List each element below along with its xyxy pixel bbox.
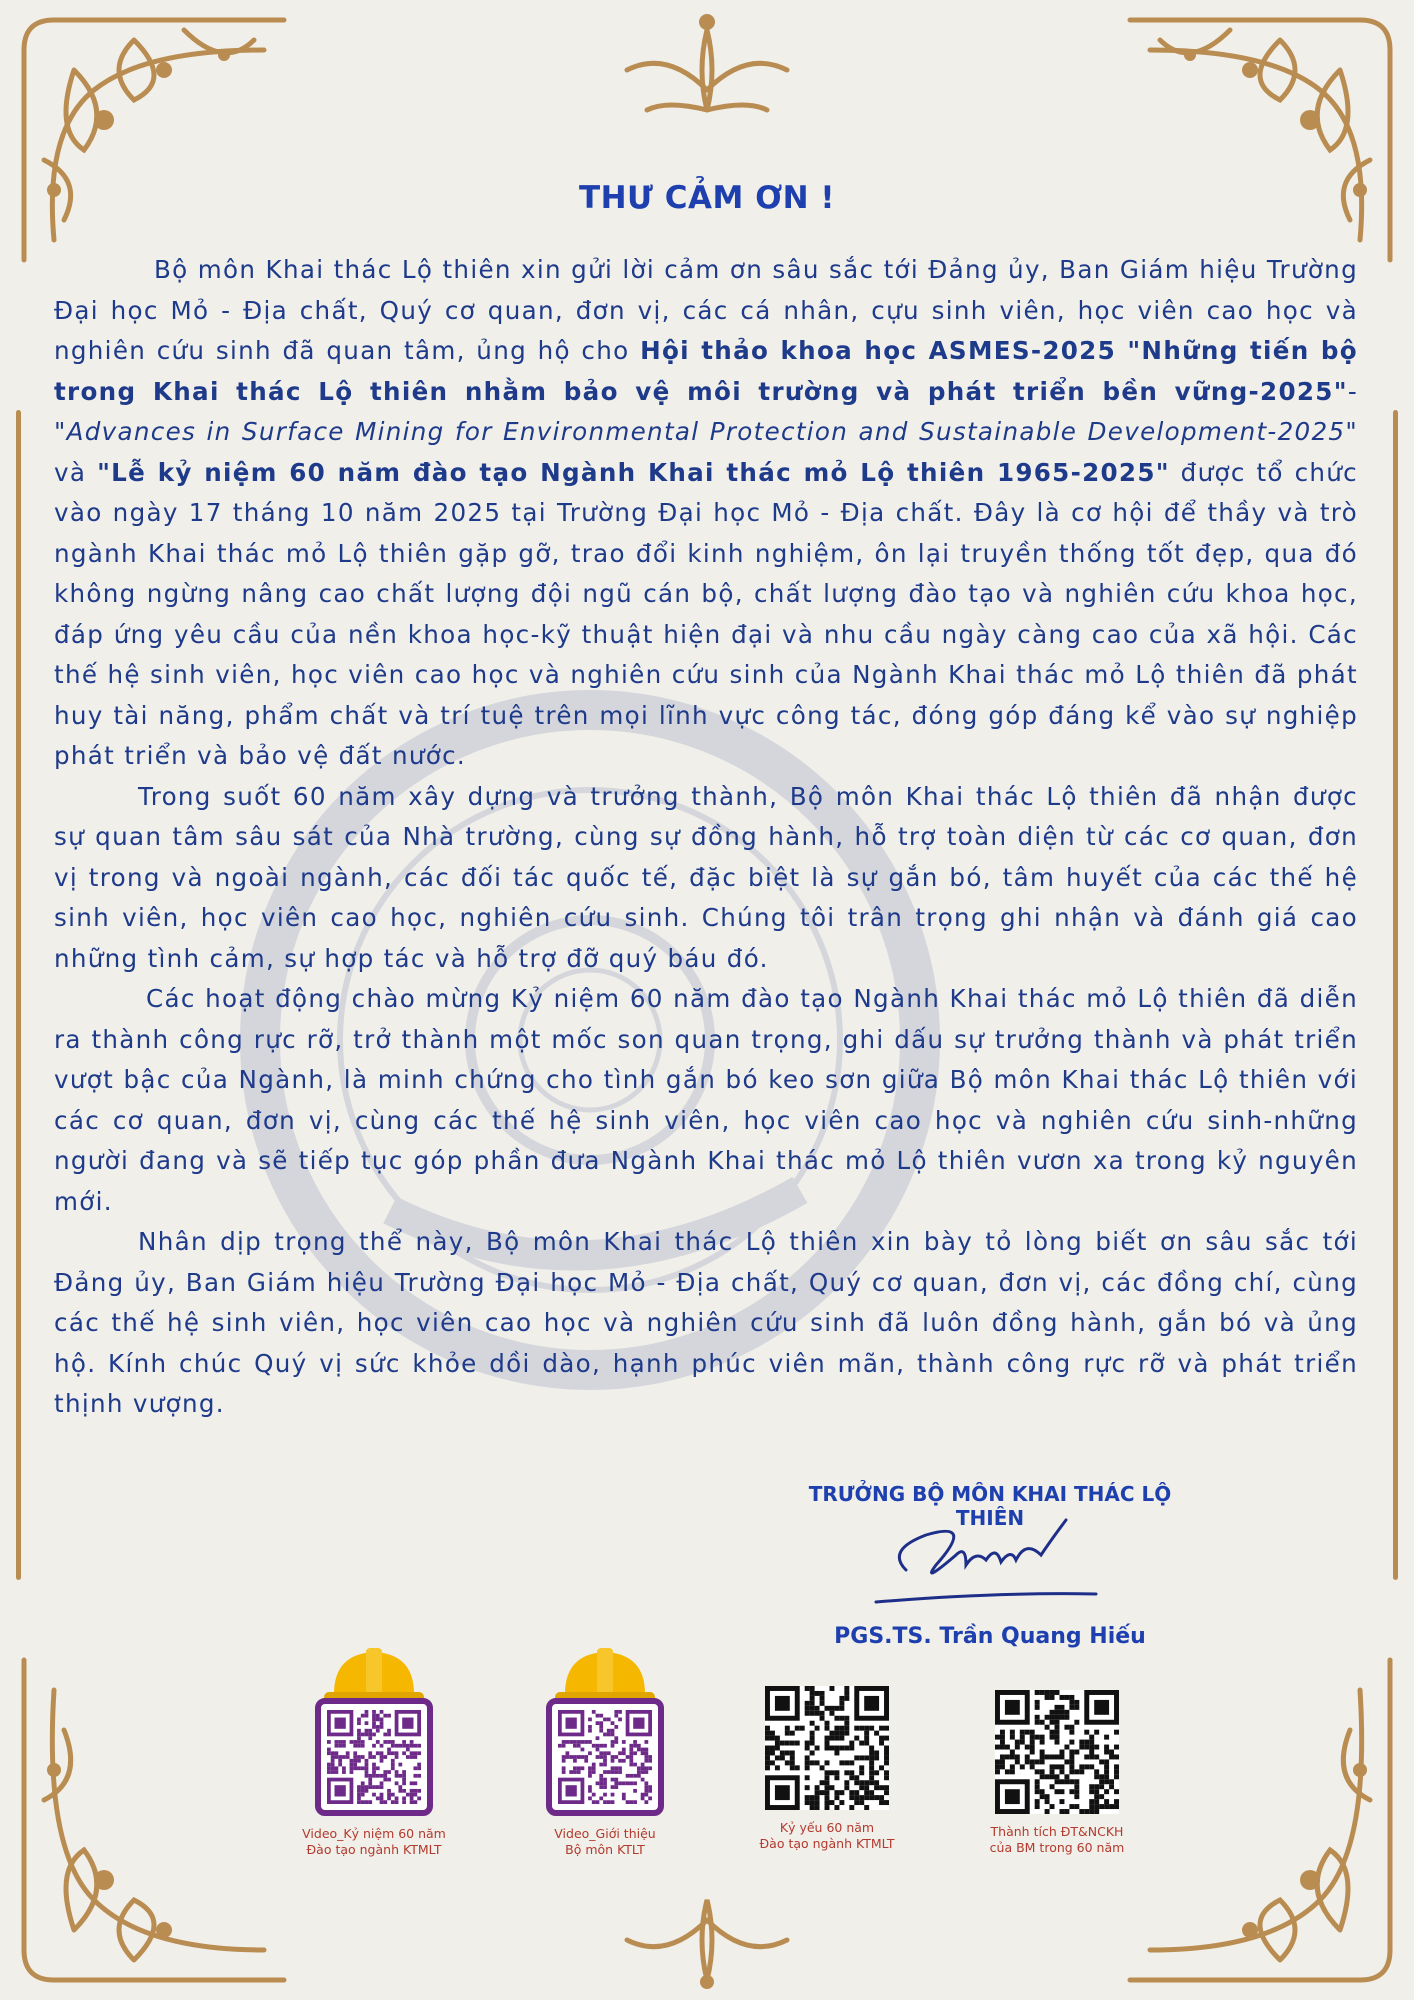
qr-code-icon (995, 1690, 1119, 1814)
paragraph-1-text-a: Bộ môn Khai thác Lộ thiên xin gửi lời cảm ơn sâu sắc tới Đảng ủy, Ban Giám hiệu Trường Đại học Mỏ - Địa chất, Quý cơ quan, đơn vị, các cá nhân, cựu sinh viên, học viên cao học và nghiên cứu sinh đã quan tâm, ủng hộ cho (54, 255, 1358, 365)
signer-position: TRƯỞNG BỘ MÔN KHAI THÁC LỘ THIÊN (808, 1482, 1172, 1530)
bottom-right-corner-ornament-icon (1120, 1650, 1400, 1990)
left-border-rule (16, 410, 21, 1580)
conference-name: Hội thảo khoa học ASMES-2025 "Những tiến bộ trong Khai thác Lộ thiên nhằm bảo vệ môi trường và phát triển bền vững-2025" (54, 336, 1358, 406)
qr-code-frame (995, 1690, 1119, 1814)
qr-caption: Video_Giới thiệu Bộ môn KTLT (554, 1826, 656, 1857)
paragraph-2: Trong suốt 60 năm xây dựng và trưởng thành, Bộ môn Khai thác Lộ thiên đã nhận được sự quan tâm sâu sát của Nhà trường, cùng sự đồng hành, hỗ trợ toàn diện từ các cơ quan, đơn vị trong và ngoài ngành, các đối tác quốc tế, đặc biệt là sự gắn bó, tâm huyết của các thế hệ sinh viên, học viên cao học, nghiên cứu sinh. Chúng tôi trân trọng ghi nhận và đánh giá cao những tình cảm, sự hợp tác và hỗ trợ đỡ quý báu đó. (54, 781, 1358, 973)
qr-code-frame (546, 1698, 664, 1816)
signer-name: PGS.TS. Trần Quang Hiếu (834, 1624, 1146, 1649)
paragraph-1-text-c: " và (54, 417, 1358, 487)
qr-code-frame (315, 1698, 433, 1816)
top-center-ornament-icon (607, 10, 807, 120)
anniversary-name: "Lễ kỷ niệm 60 năm đào tạo Ngành Khai thác mỏ Lộ thiên 1965-2025" (97, 457, 1170, 487)
qr-code-item[interactable] (727, 1686, 927, 1852)
paragraph-1 (54, 250, 1358, 777)
paragraph-3: Các hoạt động chào mừng Kỷ niệm 60 năm đào tạo Ngành Khai thác mỏ Lộ thiên đã diễn ra thành công rực rỡ, trở thành một mốc son quan trọng, ghi dấu sự trưởng thành và phát triển vượt bậc của Ngành, là minh chứng cho tình gắn bó keo sơn giữa Bộ môn Khai thác Lộ thiên với các cơ quan, đơn vị, cùng các thế hệ sinh viên, học viên cao học và nghiên cứu sinh-những người đang và sẽ tiếp tục góp phần đưa Ngành Khai thác mỏ Lộ thiên vươn xa trong kỷ nguyên mới. (54, 984, 1358, 1216)
qr-caption: Kỷ yếu 60 năm Đào tạo ngành KTMLT (759, 1820, 895, 1851)
qr-code-item[interactable] (957, 1690, 1157, 1856)
hard-hat-icon (319, 1644, 429, 1704)
qr-code-frame (765, 1686, 889, 1810)
top-right-corner-ornament-icon (1120, 10, 1400, 270)
bottom-center-ornament-icon (607, 1890, 807, 1990)
qr-caption: Thành tích ĐT&NCKH của BM trong 60 năm (989, 1824, 1125, 1855)
paragraph-1-text-d: được tổ chức vào ngày 17 tháng 10 năm 2025 tại Trường Đại học Mỏ - Địa chất. Đây là cơ hội để thầy và trò ngành Khai thác mỏ Lộ thiên gặp gỡ, trao đổi kinh nghiệm, ôn lại truyền thống tốt đẹp, qua đó không ngừng nâng cao chất lượng đội ngũ cán bộ, chất lượng đào tạo và nghiên cứu khoa học, đáp ứng yêu cầu của nền khoa học-kỹ thuật hiện đại và nhu cầu ngày càng cao của xã hội. Các thế hệ sinh viên, học viên cao học và nghiên cứu sinh của Ngành Khai thác mỏ Lộ thiên đã phát huy tài năng, phẩm chất và trí tuệ trên mọi lĩnh vực công tác, đóng góp đáng kể vào sự nghiệp phát triển và bảo vệ đất nước. (54, 457, 1359, 770)
paragraph-4: Nhân dịp trọng thể này, Bộ môn Khai thác Lộ thiên xin bày tỏ lòng biết ơn sâu sắc tới Đảng ủy, Ban Giám hiệu Trường Đại học Mỏ - Địa chất, Quý cơ quan, đơn vị, các đồng chí, cùng các thế hệ sinh viên, học viên cao học và nghiên cứu sinh đã luôn đồng hành, gắn bó và ủng hộ. Kính chúc Quý vị sức khỏe dồi dào, hạnh phúc viên mãn, thành công rực rỡ và phát triển thịnh vượng. (54, 1227, 1358, 1418)
top-left-corner-ornament-icon (14, 10, 294, 270)
bottom-left-corner-ornament-icon (14, 1650, 294, 1990)
qr-code-item[interactable] (505, 1644, 705, 1858)
hard-hat-icon (550, 1644, 660, 1704)
qr-code-item[interactable] (274, 1644, 474, 1858)
qr-code-icon (765, 1686, 889, 1810)
qr-code-icon (558, 1710, 652, 1804)
qr-code-icon (327, 1710, 421, 1804)
letter-body (54, 250, 1358, 1425)
letter-title: THƯ CẢM ƠN ! (578, 180, 836, 216)
paragraph-1-text-b: -" (54, 376, 1358, 446)
handwritten-signature-icon (866, 1510, 1126, 1610)
right-border-rule (1393, 410, 1398, 1580)
qr-caption: Video_Kỷ niệm 60 năm Đào tạo ngành KTMLT (302, 1826, 446, 1857)
conference-english-name: Advances in Surface Mining for Environmental Protection and Sustainable Development-2025 (66, 417, 1346, 446)
